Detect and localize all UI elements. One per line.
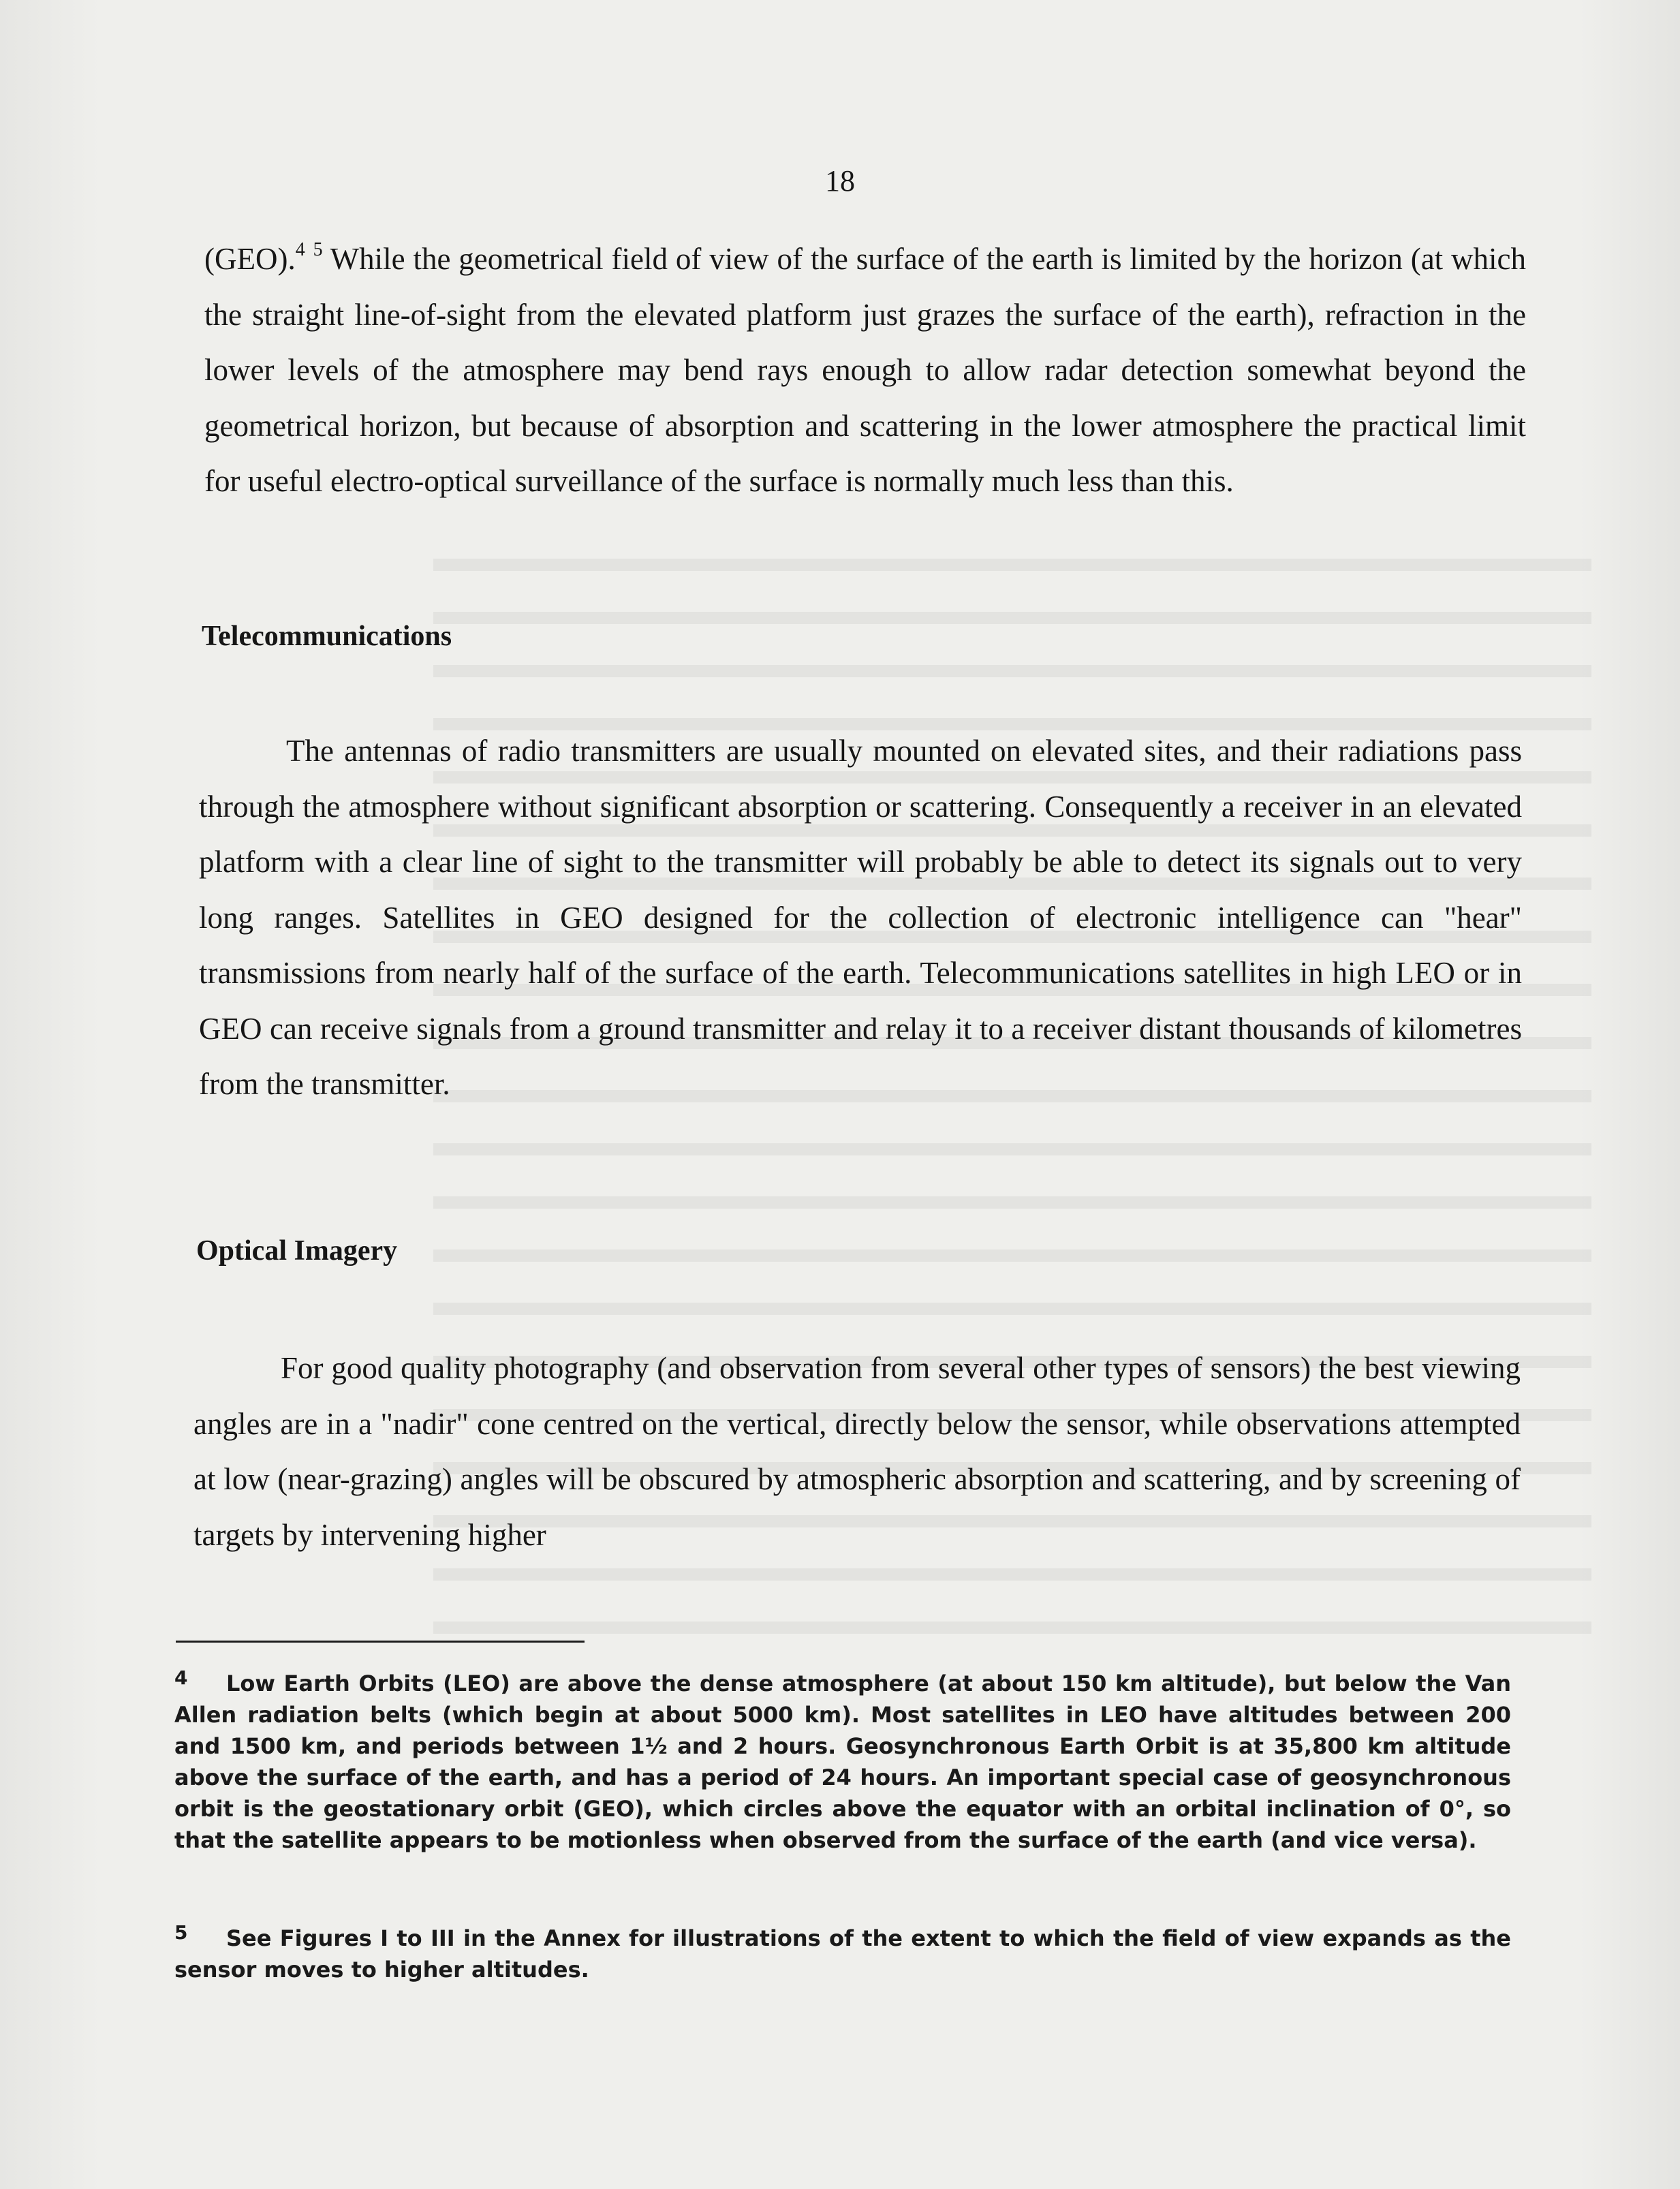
page-number: 18 [825, 164, 855, 198]
footnote-4: 4 Low Earth Orbits (LEO) are above the dense atmosphere (at about 150 km altitude), but below the Van Allen radiation belts (which begin at about 5000 km). Most satellites in LEO have altitudes between 200 and 1500 km, and periods between 1½ and 2 hours. Geosynchronous Earth Orbit is at 35,800 km altitude above the surface of the earth, and has a period of 24 hours. An important special case of geosynchronous orbit is the geostationary orbit (GEO), which circles above the equator with an orbital inclination of 0°, so that the satellite appears to be motionless when observed from the surface of the earth (and vice versa). [174, 1666, 1511, 1853]
footnote-text: Low Earth Orbits (LEO) are above the dense atmosphere (at about 150 km altitude), but below the Van Allen radiation belts (which begin at about 5000 km). Most satellites in LEO have altitudes between 200 and 1500 km, and periods between 1½ and 2 hours. Geosynchronous Earth Orbit is at 35,800 km altitude above the surface of the earth, and has a period of 24 hours. An important special case of geosynchronous orbit is the geostationary orbit (GEO), which circles above the equator with an orbital inclination of 0°, so that the satellite appears to be motionless when observed from the surface of the earth (and vice versa). [174, 1671, 1511, 1853]
paragraph-body: While the geometrical field of view of the surface of the earth is limited by the horizon (at which the straight line-of-sight from the elevated platform just grazes the surface of the earth), refraction in the lower levels of the atmosphere may bend rays enough to allow radar detection somewhat beyond the geometrical horizon, but because of absorption and scattering in the lower atmosphere the practical limit for useful electro-optical surveillance of the surface is normally much less than this. [204, 242, 1527, 498]
heading-telecommunications: Telecommunications [202, 621, 452, 652]
footnote-text: See Figures I to III in the Annex for illustrations of the extent to which the field of view expands as the sensor moves to higher altitudes. [174, 1925, 1511, 1983]
paragraph-optical-imagery [193, 1341, 1521, 1563]
footnote-ref-5[interactable]: 5 [313, 239, 323, 260]
heading-optical-imagery: Optical Imagery [196, 1235, 398, 1267]
paragraph-start: (GEO). [204, 242, 296, 276]
footnote-ref-4[interactable]: 4 [295, 239, 305, 260]
paragraph-body: For good quality photography (and observation from several other types of sensors) the best viewing angles are in a "nadir" cone centred on the vertical, directly below the sensor, while observations attempted at low (near-grazing) angles will be obscured by atmospheric absorption and scattering, and by screening of targets by intervening higher [193, 1351, 1521, 1552]
paragraph-body: The antennas of radio transmitters are usually mounted on elevated sites, and their radiations pass through the atmosphere without significant absorption or scattering. Consequently a receiver in an elevated platform with a clear line of sight to the transmitter will probably be able to detect its signals out to very long ranges. Satellites in GEO designed for the collection of electronic intelligence can "hear" transmissions from nearly half of the surface of the earth. Telecommunications satellites in high LEO or in GEO can receive signals from a ground transmitter and relay it to a receiver distant thousands of kilometres from the transmitter. [199, 734, 1522, 1101]
paragraph-geo-horizon [204, 232, 1526, 510]
paragraph-telecommunications [199, 724, 1522, 1113]
footnote-5: 5 See Figures I to III in the Annex for illustrations of the extent to which the field of view expands as the sensor moves to higher altitudes. [174, 1921, 1511, 1983]
footnote-separator [176, 1641, 585, 1643]
